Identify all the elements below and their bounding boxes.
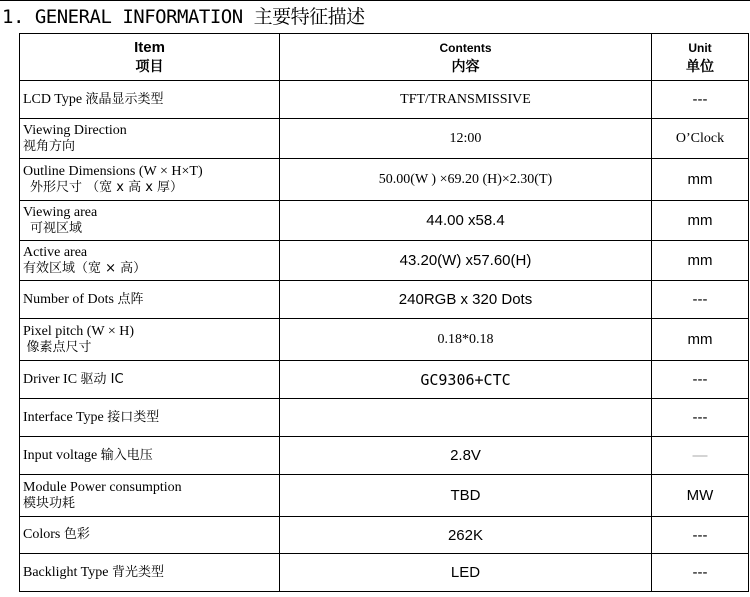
contents-cell: LED bbox=[280, 554, 652, 592]
item-cell bbox=[20, 241, 280, 281]
header-contents bbox=[280, 34, 652, 81]
item-cell bbox=[20, 81, 280, 119]
table-row bbox=[20, 201, 749, 241]
unit-cell: MW bbox=[652, 475, 749, 517]
contents-cell: TBD bbox=[280, 475, 652, 517]
item-en: Viewing Direction bbox=[23, 122, 127, 138]
item-zh: 像素点尺寸 bbox=[26, 339, 92, 355]
contents-cell: 2.8V bbox=[280, 437, 652, 475]
table-row bbox=[20, 281, 749, 319]
unit-cell: mm bbox=[652, 201, 749, 241]
header-item-zh: 项目 bbox=[135, 58, 164, 74]
item-cell bbox=[20, 319, 280, 361]
unit-cell: --- bbox=[652, 517, 749, 554]
table-row bbox=[20, 517, 749, 554]
item-en: Interface Type bbox=[23, 409, 104, 425]
item-cell bbox=[20, 361, 280, 399]
item-zh: 点阵 bbox=[117, 291, 144, 307]
item-zh: 有效区域（宽 × 高） bbox=[23, 260, 147, 276]
header-contents-en: Contents bbox=[439, 41, 492, 55]
item-cell bbox=[20, 554, 280, 592]
item-zh: 视角方向 bbox=[23, 138, 76, 154]
table-row bbox=[20, 554, 749, 592]
item-zh: 色彩 bbox=[63, 527, 90, 542]
item-cell bbox=[20, 119, 280, 159]
item-zh: 模块功耗 bbox=[23, 495, 76, 511]
unit-cell: mm bbox=[652, 159, 749, 201]
item-zh: 接口类型 bbox=[107, 409, 160, 425]
table-row bbox=[20, 361, 749, 399]
unit-cell: --- bbox=[652, 281, 749, 319]
table-row bbox=[20, 319, 749, 361]
unit-cell: --- bbox=[652, 554, 749, 592]
item-cell bbox=[20, 399, 280, 437]
header-contents-zh: 内容 bbox=[451, 58, 480, 74]
contents-cell: 12:00 bbox=[280, 119, 652, 159]
item-cell bbox=[20, 281, 280, 319]
item-en: Backlight Type bbox=[23, 564, 109, 580]
item-en: Input voltage bbox=[23, 447, 98, 463]
item-en: Driver IC bbox=[23, 371, 78, 387]
contents-cell: GC9306+CTC bbox=[280, 361, 652, 399]
table-row bbox=[20, 81, 749, 119]
item-cell bbox=[20, 201, 280, 241]
header-unit-en: Unit bbox=[688, 41, 712, 55]
item-en: Number of Dots bbox=[23, 291, 114, 307]
contents-cell: 0.18*0.18 bbox=[280, 319, 652, 361]
top-rule bbox=[0, 0, 750, 1]
contents-cell: 240RGB x 320 Dots bbox=[280, 281, 652, 319]
table-row bbox=[20, 159, 749, 201]
item-en: Active area bbox=[23, 244, 88, 260]
unit-cell: — bbox=[652, 437, 749, 475]
unit-cell: --- bbox=[652, 361, 749, 399]
contents-cell: 50.00(W ) ×69.20 (H)×2.30(T) bbox=[280, 159, 652, 201]
header-unit-zh: 单位 bbox=[686, 58, 714, 74]
item-zh: 可视区域 bbox=[30, 220, 83, 236]
table-row bbox=[20, 475, 749, 517]
unit-cell: mm bbox=[652, 241, 749, 281]
header-unit bbox=[652, 34, 749, 81]
table-header-row bbox=[20, 34, 749, 81]
item-zh: 背光类型 bbox=[111, 564, 164, 580]
item-en: Outline Dimensions (W × H×T) bbox=[23, 163, 203, 179]
item-en: Viewing area bbox=[23, 204, 98, 220]
unit-cell: mm bbox=[652, 319, 749, 361]
item-zh: 液晶显示类型 bbox=[85, 91, 164, 107]
unit-cell: --- bbox=[652, 81, 749, 119]
contents-cell: 43.20(W) x57.60(H) bbox=[280, 241, 652, 281]
contents-cell bbox=[280, 399, 652, 437]
header-item-en: Item bbox=[134, 39, 165, 56]
unit-cell: --- bbox=[652, 399, 749, 437]
item-zh: 驱动 IC bbox=[80, 371, 124, 387]
item-zh: 外形尺寸 （宽 x 高 x 厚） bbox=[30, 179, 184, 195]
unit-cell: O’Clock bbox=[652, 119, 749, 159]
general-information-table bbox=[19, 33, 749, 592]
item-en: Colors bbox=[23, 527, 61, 542]
table-row bbox=[20, 437, 749, 475]
table-row bbox=[20, 399, 749, 437]
table-row bbox=[20, 119, 749, 159]
item-cell bbox=[20, 437, 280, 475]
section-title: 1. GENERAL INFORMATION 主要特征描述 bbox=[2, 6, 365, 28]
contents-cell: 44.00 x58.4 bbox=[280, 201, 652, 241]
table-row bbox=[20, 241, 749, 281]
contents-cell: TFT/TRANSMISSIVE bbox=[280, 81, 652, 119]
item-cell bbox=[20, 517, 280, 554]
item-en: Module Power consumption bbox=[23, 479, 182, 495]
item-en: Pixel pitch (W × H) bbox=[23, 323, 135, 339]
item-zh: 输入电压 bbox=[100, 447, 153, 463]
item-en: LCD Type bbox=[23, 91, 83, 107]
header-item bbox=[20, 34, 280, 81]
contents-cell: 262K bbox=[280, 517, 652, 554]
item-cell bbox=[20, 475, 280, 517]
item-cell bbox=[20, 159, 280, 201]
